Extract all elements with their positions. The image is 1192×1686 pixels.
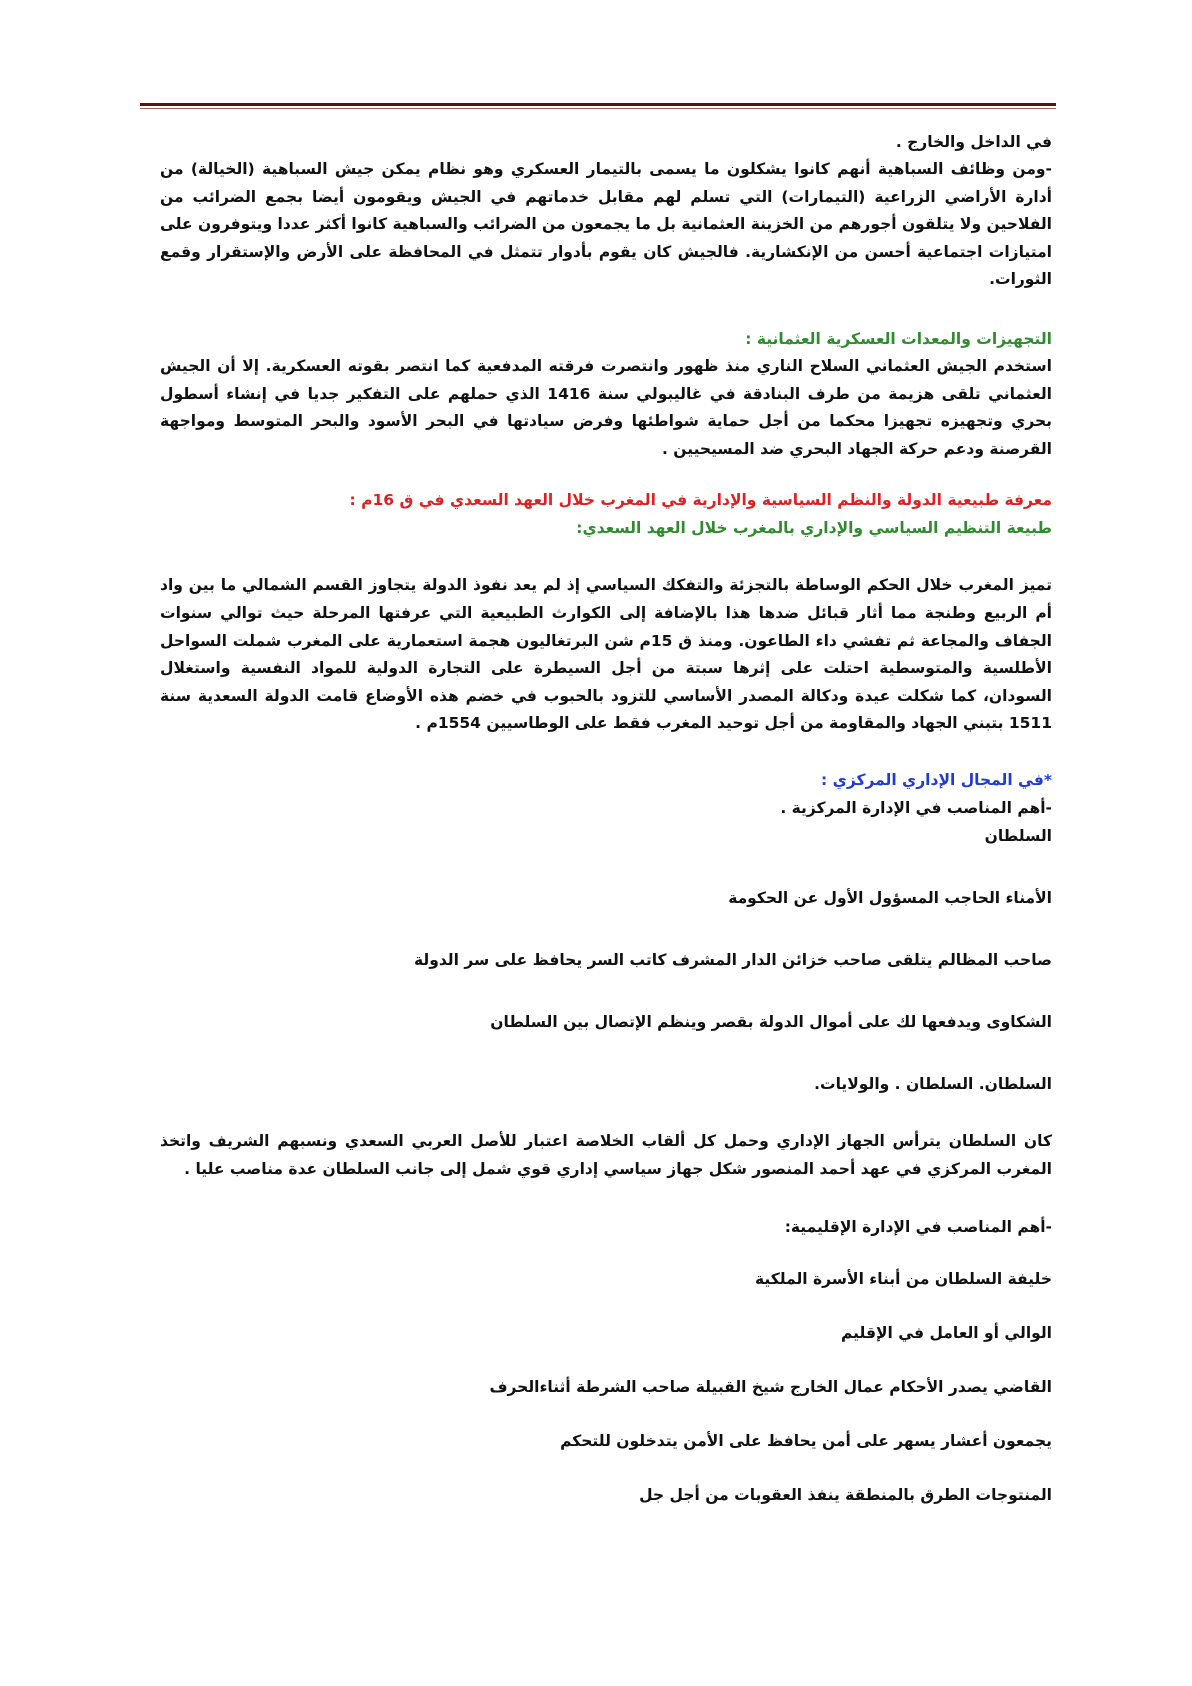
regional-list-item: القاضي يصدر الأحكام عمال الخارج شيخ القبيلة صاحب الشرطة أثناءالحرف [489, 1378, 1052, 1397]
regional-list-item: المنتوجات الطرق بالمنطقة ينفذ العقوبات من أجل جل [639, 1486, 1052, 1505]
central-list-item: صاحب المظالم يتلقى صاحب خزائن الدار المشرف كاتب السر يحافظ على سر الدولة [414, 950, 1052, 969]
central-heading: *في المجال الإداري المركزي : [821, 770, 1052, 789]
central-list-item: الأمناء الحاجب المسؤول الأول عن الحكومة [728, 888, 1052, 907]
central-list-item: الشكاوى ويدفعها لك على أموال الدولة بقصر وينظم الإتصال بين السلطان [490, 1012, 1052, 1031]
regional-list-item: خليفة السلطان من أبناء الأسرة الملكية [755, 1270, 1052, 1289]
regional-list-item: الوالي أو العامل في الإقليم [841, 1324, 1052, 1343]
central-list-item: -أهم المناصب في الإدارة المركزية . [780, 798, 1052, 817]
central-list-item: السلطان. السلطان . والولايات. [814, 1074, 1052, 1093]
saadi-heading: معرفة طبيعية الدولة والنظم السياسية والإدارية في المغرب خلال العهد السعدي في ق 16م : [349, 491, 1052, 510]
header-rule [140, 103, 1056, 106]
equipment-paragraph: استخدم الجيش العثماني السلاح الناري منذ ظهور وانتصرت فرقته المدفعية كما انتصر بقوته العسكرية. إلا أن الجيش العثماني تلقى هزيمة من طرف البنادقة في غاليبولي سنة 1416 الذي حملهم على التفكير جديا في إنشاء أسطول بحري وتجهيزه تجهيزا محكما من أجل حماية شواطئها وفرض سيادتها في البحر الأسود والبحر المتوسط ومواجهة القرصنة ودعم حركة الجهاد البحري ضد المسيحيين . [160, 356, 1052, 458]
saadi-subheading: طبيعة التنظيم السياسي والإداري بالمغرب خلال العهد السعدي: [576, 519, 1052, 538]
regional-list-item: -أهم المناصب في الإدارة الإقليمية: [784, 1218, 1052, 1237]
sipahi-paragraph: -ومن وظائف السباهية أنهم كانوا يشكلون ما يسمى بالتيمار العسكري وهو نظام يمكن جيش السباهية (الخيالة) من أدارة الأراضي الزراعية (التيمارات) التي تسلم لهم مقابل خدماتهم في الجيش ويقومون أيضا بجمع الضرائب من الفلاحين ولا يتلقون أجورهم من الخزينة العثمانية بل ما يجمعون من الضرائب والسباهية كانوا أكثر عددا ويتوفرون على امتيازات اجتماعية أحسن من الإنكشارية. فالجيش كان يقوم بأدوار تتمثل في المحافظة على الأرض والإستقرار وقمع الثورات. [159, 160, 1052, 289]
header-rule-thin [140, 108, 1056, 109]
equipment-heading: التجهيزات والمعدات العسكرية العثمانية : [745, 329, 1052, 348]
morocco-paragraph: تميز المغرب خلال الحكم الوساطة بالتجزئة والتفكك السياسي إذ لم يعد نفوذ الدولة يتجاوز القسم الشمالي ما بين واد أم الربيع وطنجة مما أثار قبائل ضدها هذا بالإضافة إلى الكوارث الطبيعية التي عرفتها المرحلة حيث توالي سنوات الجفاف والمجاعة ثم تفشي داء الطاعون. ومنذ ق 15م شن البرتغاليون هجمة استعمارية على المغرب شملت السواحل الأطلسية والمتوسطية احتلت على إثرها سبتة من أجل السيطرة على التجارة الدولية للمواد النفسية واستغلال السودان، كما شكلت عيدة ودكالة المصدر الأساسي للتزود بالحبوب في خضم هذه الأوضاع قامت الدولة السعدية سنة 1511 بتبني الجهاد والمقاومة من أجل توحيد المغرب فقط على الوطاسيين 1554م . [160, 576, 1052, 733]
regional-list-item: يجمعون أعشار يسهر على أمن يحافظ على الأمن يتدخلون للتحكم [560, 1432, 1052, 1451]
central-list-item: السلطان [984, 826, 1052, 845]
sultan-paragraph: كان السلطان يترأس الجهاز الإداري وحمل كل ألقاب الخلاصة اعتبار للأصل العربي السعدي ونسبهم الشريف واتخذ المغرب المركزي في عهد أحمد المنصور شكل جهاز سياسي إداري قوي شمل إلى جانب السلطان عدة مناصب عليا . [160, 1131, 1052, 1178]
document-body [160, 128, 1052, 1509]
intro-line: في الداخل والخارج . [895, 133, 1052, 151]
